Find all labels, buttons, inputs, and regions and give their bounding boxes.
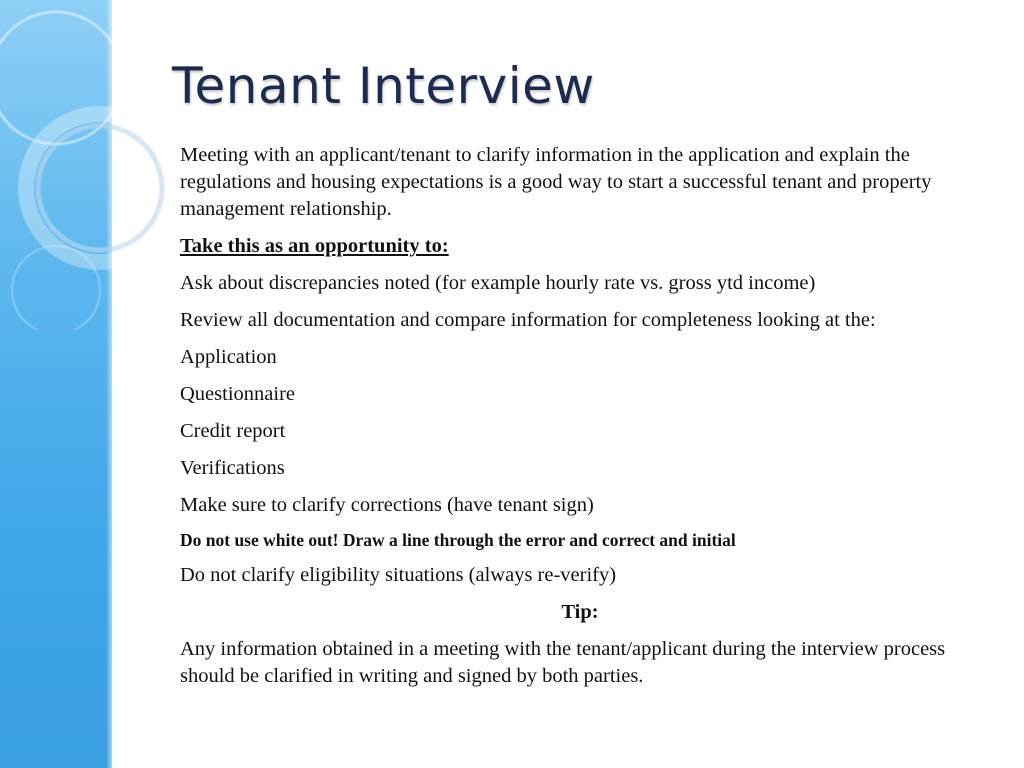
tip-heading: Tip: — [561, 601, 599, 623]
slide-title: Tenant Interview — [172, 57, 595, 115]
tip-paragraph: Any information obtained in a meeting with the tenant/applicant during the interview process should be clarified in writing and signed by both parties. — [180, 638, 946, 687]
bullet-clarify-corrections: Make sure to clarify corrections (have tenant sign) — [180, 494, 594, 516]
bullet-review-documentation: Review all documentation and compare information for completeness looking at the: — [180, 309, 876, 331]
bullet-verifications: Verifications — [180, 457, 285, 479]
opportunity-heading: Take this as an opportunity to: — [180, 235, 449, 257]
slide-body — [180, 142, 980, 700]
white-out-warning: Do not use white out! Draw a line through the error and correct and initial — [180, 530, 736, 550]
intro-paragraph: Meeting with an applicant/tenant to clarify information in the application and explain the regulations and housing expectations is a good way to start a successful tenant and property management relationship. — [180, 144, 932, 220]
bullet-credit-report: Credit report — [180, 420, 286, 442]
bullet-application: Application — [180, 346, 277, 368]
bullet-discrepancies: Ask about discrepancies noted (for example hourly rate vs. gross ytd income) — [180, 272, 816, 294]
bullet-questionnaire: Questionnaire — [180, 383, 295, 405]
bullet-eligibility: Do not clarify eligibility situations (always re-verify) — [180, 564, 617, 586]
